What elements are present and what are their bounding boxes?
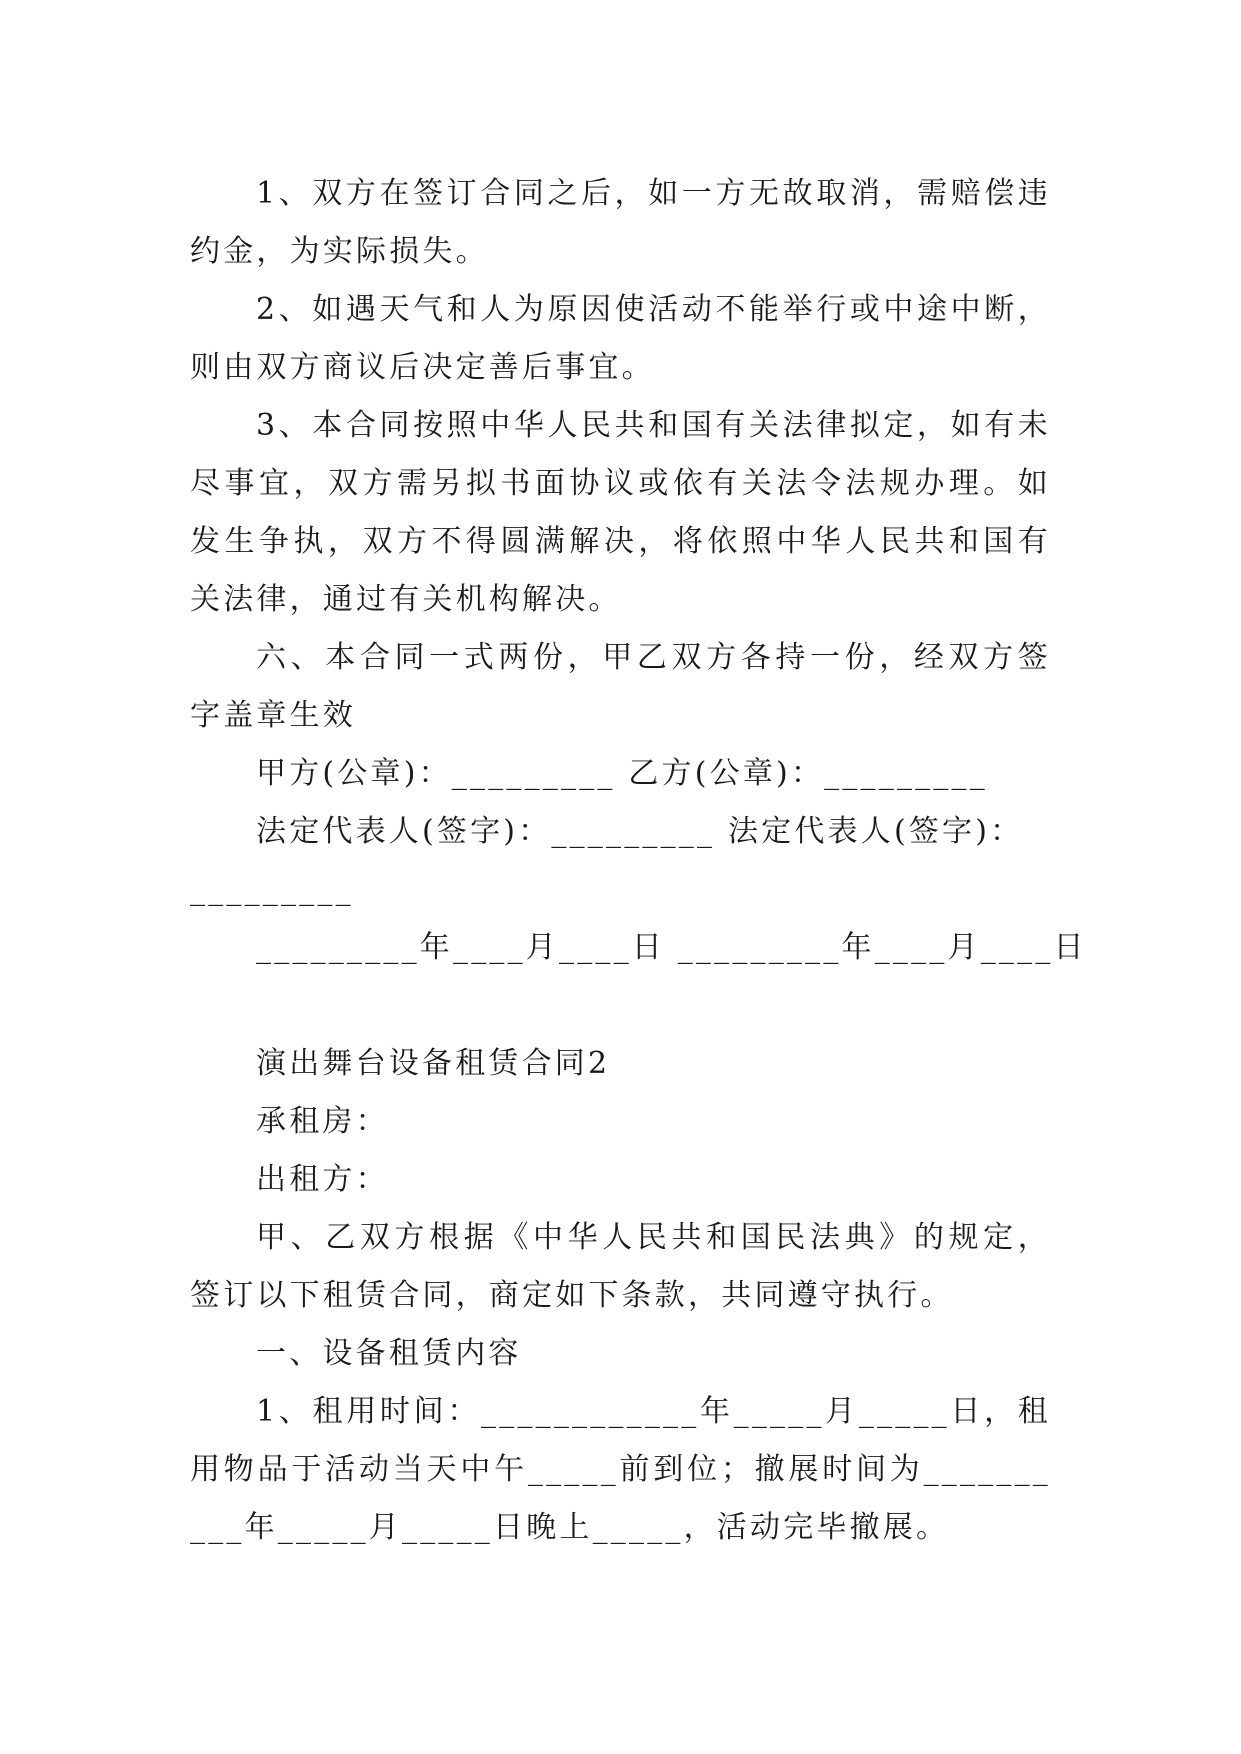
- spacer: [190, 977, 1051, 1035]
- date-line: _________年____月____日 _________年____月____日: [256, 930, 1087, 965]
- rental-time-clause: 1、租用时间：____________年_____月_____日，租用物品于活动当天中午_____前到位；撤展时间为__________年_____月_____日晚上_____，活动完毕撤展。: [190, 1394, 1051, 1545]
- section-1-heading: 一、设备租赁内容: [256, 1336, 522, 1371]
- signature-representative-blank: _________: [190, 872, 354, 907]
- clause-6: 六、本合同一式两份，甲乙双方各持一份，经双方签字盖章生效: [190, 640, 1051, 733]
- clause-1: 1、双方在签订合同之后，如一方无故取消，需赔偿违约金，为实际损失。: [190, 176, 1051, 269]
- clause-3: 3、本合同按照中华人民共和国有关法律拟定，如有未尽事宜，双方需另拟书面协议或依有关法令法规办理。如发生争执，双方不得圆满解决，将依照中华人民共和国有关法律，通过有关机构解决。: [190, 408, 1051, 617]
- preamble-paragraph: 甲、乙双方根据《中华人民共和国民法典》的规定，签订以下租赁合同，商定如下条款，共同遵守执行。: [190, 1220, 1051, 1313]
- contract-2-title: 演出舞台设备租赁合同2: [256, 1046, 611, 1081]
- clause-2: 2、如遇天气和人为原因使活动不能举行或中途中断，则由双方商议后决定善后事宜。: [190, 292, 1051, 385]
- lessee-label: 承租房：: [256, 1104, 389, 1139]
- signature-representative-line: 法定代表人(签字)：_________ 法定代表人(签字)：: [256, 814, 1024, 849]
- lessor-label: 出租方：: [256, 1162, 389, 1197]
- signature-party-line: 甲方(公章)：_________ 乙方(公章)：_________: [256, 756, 988, 791]
